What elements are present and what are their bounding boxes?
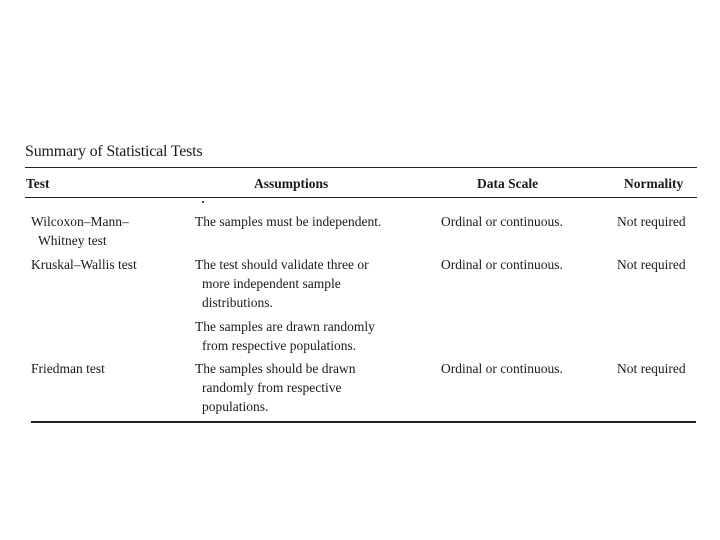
table-cell-assumptions [195,359,355,416]
cell-line: Kruskal–Wallis test [31,257,137,272]
header-assumptions: Assumptions [254,176,329,191]
table-cell-normality: Not required [617,361,686,376]
cell-line: The samples must be independent. [195,214,382,229]
header-test: Test [26,176,50,191]
cell-line: The samples should be drawn [195,361,356,376]
table-cell-normality: Not required [617,257,686,272]
table-cell-test [31,255,137,274]
cell-line: populations. [202,399,269,414]
cell-line: Wilcoxon–Mann– [31,214,129,229]
table-caption: Summary of Statistical Tests [25,143,203,160]
table-cell-data-scale: Ordinal or continuous. [441,361,563,376]
header-data-scale: Data Scale [477,176,539,191]
table-cell-assumptions [195,212,381,231]
table-bottom-rule [31,421,696,423]
cell-line: randomly from respective [202,380,342,395]
table-cell-assumptions-extra [195,317,375,355]
cell-line: The test should validate three or [195,257,369,272]
table-cell-data-scale: Ordinal or continuous. [441,257,563,272]
table-header-rule [25,197,697,198]
cell-line: Whitney test [38,233,107,248]
table-cell-data-scale: Ordinal or continuous. [441,214,563,229]
table-cell-test [31,212,129,250]
cell-line: more independent sample [202,276,341,291]
cell-line: The samples are drawn randomly [195,319,375,334]
table-cell-test [31,359,105,378]
table-cell-normality: Not required [617,214,686,229]
table-cell-assumptions [195,255,369,312]
cell-line: distributions. [202,295,273,310]
cell-line: from respective populations. [202,338,357,353]
cell-line: Friedman test [31,361,105,376]
table-top-rule [25,167,697,168]
header-normality: Normality [624,176,684,191]
stray-mark [202,201,204,203]
